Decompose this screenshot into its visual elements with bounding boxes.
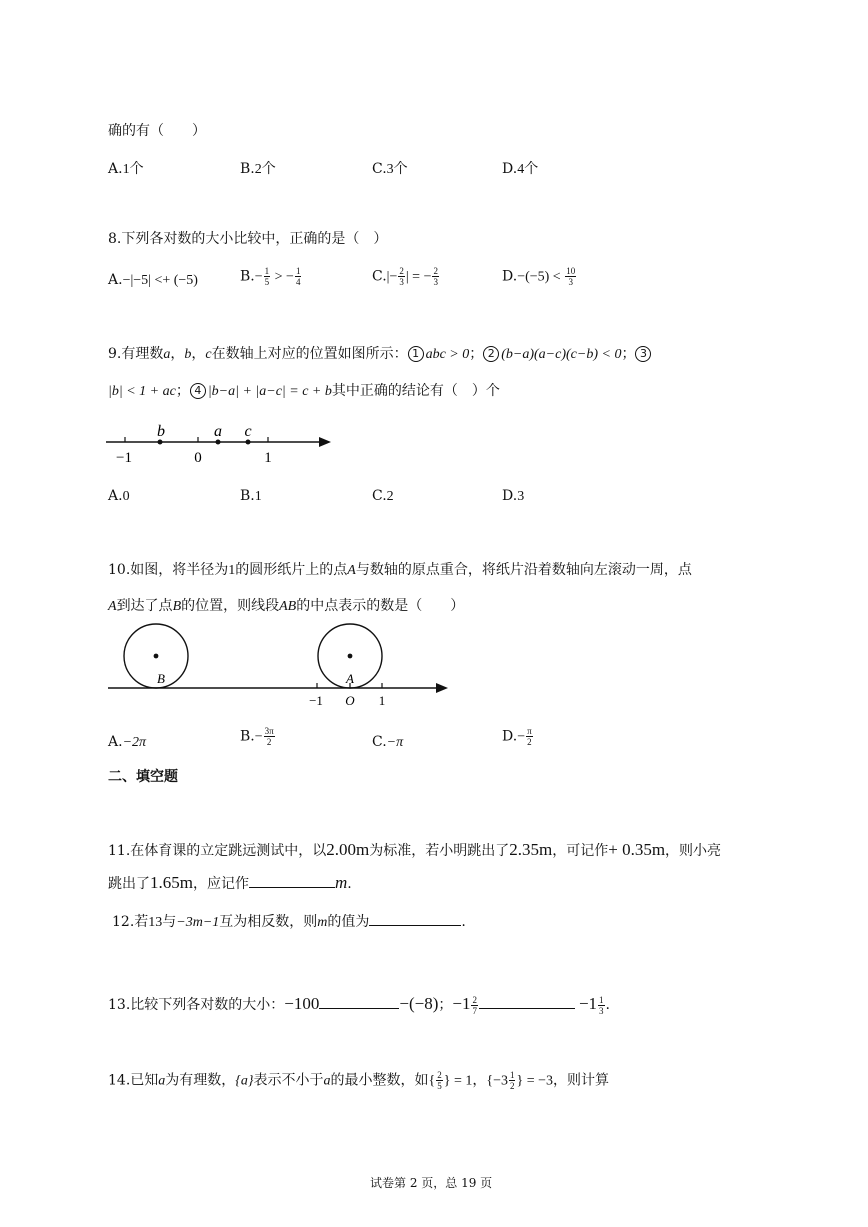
q11-stem-line1: 11.在体育课的立定跳远测试中，以2.00m为标准，若小明跳出了2.35m，可记作+ 0.35m，则小亮 xyxy=(108,840,722,859)
point-b xyxy=(158,440,163,445)
q10-stem-line1: 10.如图，将半径为1的圆形纸片上的点A与数轴的原点重合，将纸片沿着数轴向左滚动一周，点 xyxy=(108,562,692,578)
q8-option-c[interactable]: C.|− $\frac{2}{3}$ | = − $\frac{2}{3}$ xyxy=(372,266,438,287)
circle-left-center xyxy=(154,654,159,659)
q10-option-c[interactable]: C.−π xyxy=(372,734,404,750)
point-c xyxy=(246,440,251,445)
axis-arrow xyxy=(319,437,331,447)
q10-rolling-circle-figure xyxy=(100,620,460,712)
q10-option-a[interactable]: A.−2π xyxy=(108,734,147,750)
q8-option-d[interactable]: D.−(−5) < $\frac{10}{3}$ xyxy=(502,266,576,287)
label-minus-one: −1 xyxy=(116,450,132,466)
label-minus-one: −1 xyxy=(309,693,323,708)
page-footer: 试卷第 2 页，总 19 页 xyxy=(370,1176,493,1190)
q10-option-d[interactable]: D.− $\frac{\pi}{2}$ xyxy=(502,726,532,747)
q7-option-d[interactable]: D.4个 xyxy=(502,161,539,177)
label-one: 1 xyxy=(264,450,272,466)
label-b: b xyxy=(157,423,165,440)
q9-option-c[interactable]: C.2 xyxy=(372,488,394,504)
q8-option-b[interactable]: B.− $\frac{1}{5}$ > − $\frac{1}{4}$ xyxy=(240,266,301,287)
point-a xyxy=(216,440,221,445)
q9-number-line xyxy=(100,418,340,470)
q14-stem: 14.已知a为有理数，{a}表示不小于a的最小整数，如{ $\frac{2}{5}$ } = 1，{−3 $\frac{1}{2}$ } = −3，则计算 xyxy=(108,1070,610,1091)
q10-stem-line2: A到达了点B的位置，则线段AB的中点表示的数是（ ） xyxy=(108,598,465,614)
q13-stem: 13.比较下列各对数的大小：−100 −(−8)；−1 $\frac{2}{7}$ −1 $\frac{1}{3}$ . xyxy=(108,994,610,1016)
circle-right-center xyxy=(348,654,353,659)
axis-arrow xyxy=(436,683,448,693)
q7-tail: 确的有（ ） xyxy=(108,123,206,139)
label-point-b: B xyxy=(157,671,165,686)
q9-option-a[interactable]: A.0 xyxy=(108,488,130,504)
label-a: a xyxy=(214,423,222,440)
q9-stem-line2: |b| < 1 + ac； 4 |b−a| + |a−c| = c + b其中正确的结论有（ ）个 xyxy=(108,383,500,399)
q7-option-b[interactable]: B.2个 xyxy=(240,161,276,177)
section-heading: 二、填空题 xyxy=(108,769,178,785)
label-origin: O xyxy=(345,693,355,708)
q10-option-b[interactable]: B.− $\frac{3\pi}{2}$ xyxy=(240,726,274,747)
q7-option-a[interactable]: A.1个 xyxy=(108,161,144,177)
q9-option-b[interactable]: B.1 xyxy=(240,488,262,504)
q12-stem: 12.若13与−3m−1互为相反数，则m的值为 . xyxy=(112,911,466,933)
q12-answer-blank[interactable] xyxy=(369,911,461,926)
q11-answer-blank[interactable] xyxy=(249,873,335,888)
label-one: 1 xyxy=(378,693,386,708)
q11-stem-line2: 跳出了1.65m，应记作 m. xyxy=(108,873,352,892)
label-c: c xyxy=(244,423,252,440)
label-point-a: A xyxy=(346,671,354,686)
q8-stem: 8.下列各对数的大小比较中，正确的是（ ） xyxy=(108,231,388,247)
q13-answer-blank-1[interactable] xyxy=(319,994,399,1009)
q9-stem-line1: 9.有理数a，b，c在数轴上对应的位置如图所示： 1 abc > 0； 2 (b−a)(a−c)(c−b) < 0； 3 xyxy=(108,344,653,365)
q8-option-a[interactable]: A.−|−5| <+ (−5) xyxy=(108,272,198,288)
label-zero: 0 xyxy=(194,450,202,466)
q13-answer-blank-2[interactable] xyxy=(479,994,575,1009)
q9-option-d[interactable]: D.3 xyxy=(502,488,525,504)
q7-option-c[interactable]: C.3个 xyxy=(372,161,408,177)
